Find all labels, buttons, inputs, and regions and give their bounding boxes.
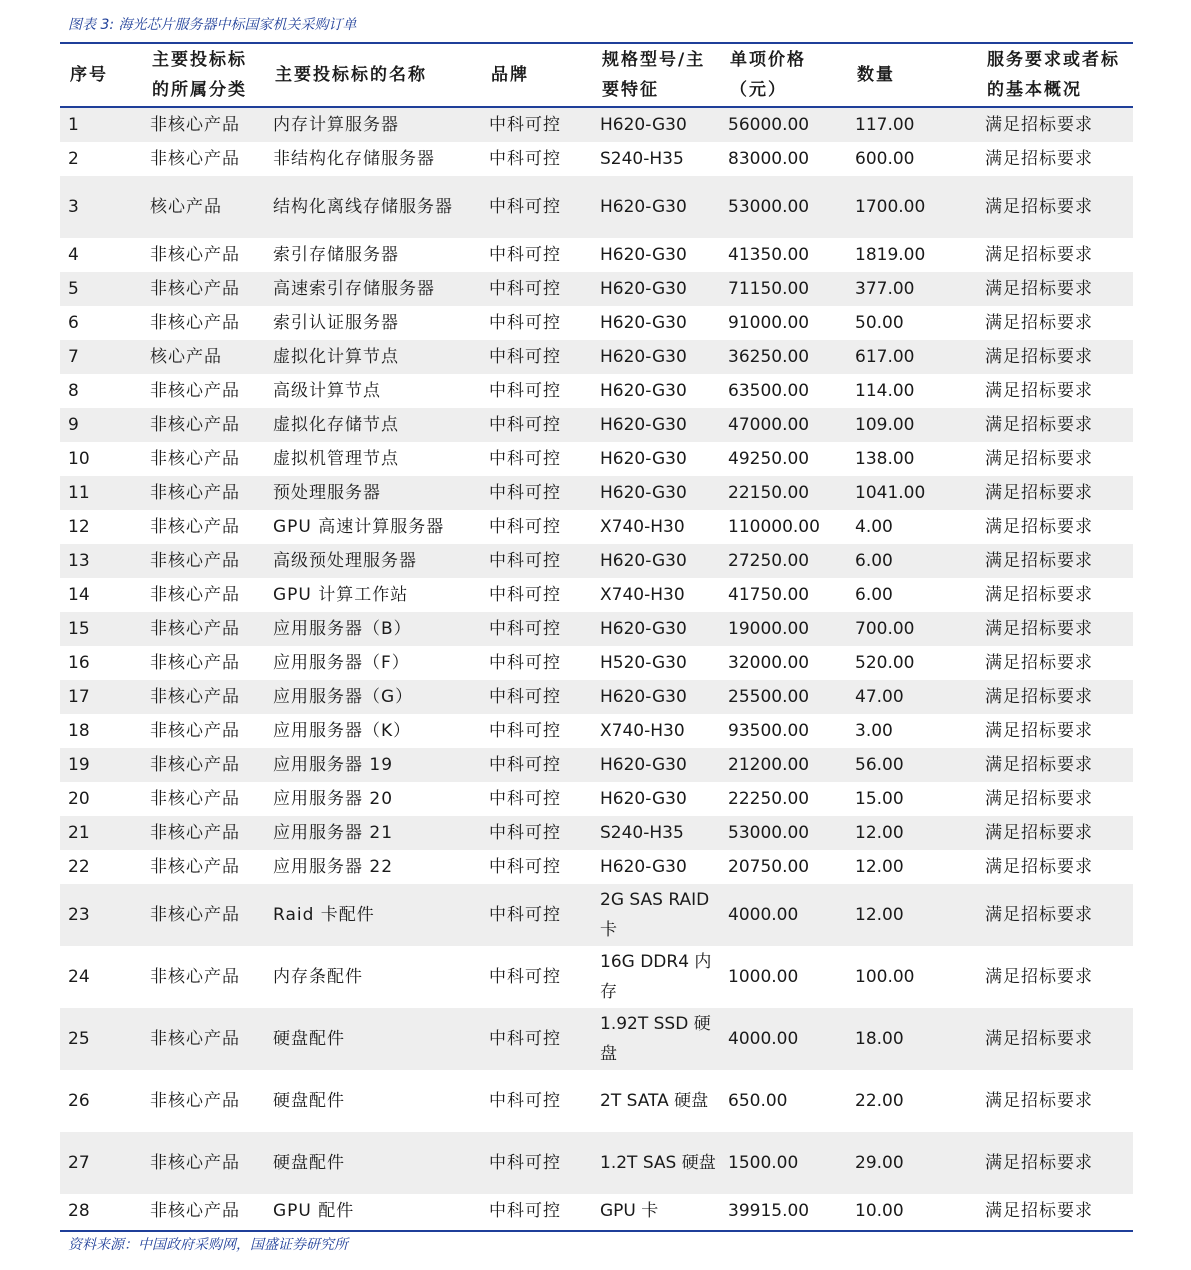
cell-category: 非核心产品: [142, 816, 265, 850]
cell-price: 1000.00: [728, 967, 799, 987]
cell-model: H620-G30: [592, 476, 720, 510]
cell-model: 1.92T SSD 硬盘: [592, 1008, 720, 1070]
table-row: [60, 714, 1133, 748]
cell-model: H620-G30: [592, 107, 720, 142]
cell-no: 12: [68, 517, 90, 537]
cell-name: 内存计算服务器: [265, 107, 481, 142]
cell-price: 19000.00: [720, 612, 847, 646]
cell-service: 满足招标要求: [985, 967, 1093, 987]
cell-service: 满足招标要求: [977, 748, 1133, 782]
cell-price: 32000.00: [728, 653, 810, 673]
table-row: [60, 850, 1133, 884]
cell-category: 非核心产品: [142, 272, 265, 306]
cell-qty: 114.00: [855, 381, 915, 401]
cell-qty: 3.00: [855, 721, 893, 741]
cell-model: H620-G30: [592, 612, 720, 646]
table-row: [60, 646, 1133, 680]
table-row: [60, 142, 1133, 176]
table-row: [60, 510, 1133, 544]
cell-name: 应用服务器（K）: [273, 721, 412, 741]
cell-category: 非核心产品: [150, 967, 240, 987]
cell-category: 非核心产品: [142, 408, 265, 442]
cell-model: H620-G30: [592, 408, 720, 442]
cell-name: 高级预处理服务器: [265, 544, 481, 578]
cell-model: H620-G30: [592, 272, 720, 306]
cell-price: 22150.00: [720, 476, 847, 510]
cell-service: 满足招标要求: [985, 857, 1093, 877]
cell-brand: 中科可控: [489, 967, 561, 987]
cell-brand: 中科可控: [481, 816, 592, 850]
cell-price: 39915.00: [728, 1201, 810, 1221]
cell-name: 应用服务器（F）: [273, 653, 410, 673]
cell-category: 非核心产品: [142, 544, 265, 578]
cell-name: 硬盘配件: [265, 1008, 481, 1070]
cell-name: GPU 计算工作站: [273, 585, 409, 605]
source-note: 资料来源：中国政府采购网，国盛证券研究所: [68, 1237, 348, 1253]
cell-brand: 中科可控: [489, 653, 561, 673]
cell-name: 硬盘配件: [265, 1132, 481, 1194]
cell-service: 满足招标要求: [985, 585, 1093, 605]
cell-brand: 中科可控: [481, 544, 592, 578]
cell-name: 应用服务器（B）: [265, 612, 481, 646]
cell-brand: 中科可控: [481, 612, 592, 646]
cell-category: 非核心产品: [150, 313, 240, 333]
cell-price: 41350.00: [728, 245, 810, 265]
cell-price: 20750.00: [728, 857, 810, 877]
table-row: [60, 340, 1133, 374]
table-body: [60, 107, 1133, 1228]
cell-no: 4: [68, 245, 79, 265]
cell-model: X740-H30: [600, 585, 685, 605]
cell-name: 高级计算节点: [273, 381, 381, 401]
cell-brand: 中科可控: [489, 789, 561, 809]
table-row: [60, 544, 1133, 578]
cell-category: 非核心产品: [150, 449, 240, 469]
cell-qty: 50.00: [855, 313, 904, 333]
figure-caption: 图表 3: 海光芯片服务器中标国家机关采购订单: [68, 17, 357, 33]
cell-category: 非核心产品: [150, 1201, 240, 1221]
cell-category: 非核心产品: [150, 721, 240, 741]
cell-qty: 600.00: [855, 149, 915, 169]
cell-service: 满足招标要求: [985, 149, 1093, 169]
cell-no: 17: [60, 680, 142, 714]
cell-model: 16G DDR4 内存: [600, 952, 712, 1002]
cell-brand: 中科可控: [481, 1132, 592, 1194]
cell-no: 18: [68, 721, 90, 741]
cell-no: 23: [60, 884, 142, 946]
cell-qty: 15.00: [855, 789, 904, 809]
cell-no: 6: [68, 313, 79, 333]
cell-no: 7: [60, 340, 142, 374]
cell-no: 25: [60, 1008, 142, 1070]
cell-category: 非核心产品: [142, 680, 265, 714]
cell-category: 非核心产品: [142, 748, 265, 782]
cell-name: 内存条配件: [273, 967, 363, 987]
cell-qty: 10.00: [855, 1201, 904, 1221]
cell-brand: 中科可控: [481, 176, 592, 238]
cell-model: 2G SAS RAID 卡: [592, 884, 720, 946]
cell-price: 4000.00: [720, 1008, 847, 1070]
table-row: [60, 238, 1133, 272]
cell-no: 26: [68, 1091, 90, 1111]
table-header-row: [60, 44, 1133, 107]
cell-service: 满足招标要求: [985, 245, 1093, 265]
cell-service: 满足招标要求: [977, 408, 1133, 442]
cell-price: 650.00: [728, 1091, 788, 1111]
cell-qty: 138.00: [855, 449, 915, 469]
cell-name: 预处理服务器: [265, 476, 481, 510]
procurement-table: [60, 44, 1133, 1228]
table-row: [60, 442, 1133, 476]
cell-service: 满足招标要求: [977, 1008, 1133, 1070]
cell-no: 5: [60, 272, 142, 306]
cell-price: 93500.00: [728, 721, 810, 741]
cell-price: 21200.00: [720, 748, 847, 782]
cell-name: 虚拟化计算节点: [265, 340, 481, 374]
cell-qty: 22.00: [855, 1091, 904, 1111]
cell-qty: 117.00: [847, 107, 977, 142]
cell-category: 非核心产品: [150, 149, 240, 169]
table-row: [60, 578, 1133, 612]
cell-brand: 中科可控: [489, 245, 561, 265]
cell-price: 22250.00: [728, 789, 810, 809]
cell-name: 应用服务器 19: [265, 748, 481, 782]
header-name: 主要投标标的名称: [265, 44, 481, 107]
cell-name: 应用服务器（G）: [265, 680, 481, 714]
cell-price: 4000.00: [720, 884, 847, 946]
cell-price: 47000.00: [720, 408, 847, 442]
table-row: [60, 680, 1133, 714]
cell-name: 虚拟机管理节点: [273, 449, 399, 469]
cell-qty: 1041.00: [847, 476, 977, 510]
cell-category: 非核心产品: [142, 884, 265, 946]
cell-category: 非核心产品: [150, 789, 240, 809]
table-row: [60, 176, 1133, 238]
cell-name: 索引认证服务器: [273, 313, 399, 333]
table-row: [60, 1194, 1133, 1228]
cell-no: 24: [68, 967, 90, 987]
cell-service: 满足招标要求: [977, 612, 1133, 646]
cell-no: 10: [68, 449, 90, 469]
cell-brand: 中科可控: [489, 149, 561, 169]
cell-category: 非核心产品: [142, 1132, 265, 1194]
cell-category: 非核心产品: [150, 517, 240, 537]
cell-brand: 中科可控: [481, 476, 592, 510]
cell-model: X740-H30: [600, 721, 685, 741]
cell-qty: 29.00: [847, 1132, 977, 1194]
cell-qty: 6.00: [847, 544, 977, 578]
cell-category: 非核心产品: [142, 476, 265, 510]
cell-model: H620-G30: [592, 176, 720, 238]
table-row: [60, 748, 1133, 782]
cell-service: 满足招标要求: [977, 816, 1133, 850]
cell-price: 1500.00: [720, 1132, 847, 1194]
cell-category: 非核心产品: [150, 857, 240, 877]
cell-service: 满足招标要求: [977, 544, 1133, 578]
cell-category: 非核心产品: [142, 107, 265, 142]
header-category: 主要投标标的所属分类: [142, 44, 265, 107]
cell-name: 高速索引存储服务器: [265, 272, 481, 306]
cell-price: 83000.00: [728, 149, 810, 169]
cell-name: GPU 配件: [273, 1201, 355, 1221]
cell-name: GPU 高速计算服务器: [273, 517, 445, 537]
cell-service: 满足招标要求: [985, 1201, 1093, 1221]
table-row: [60, 272, 1133, 306]
table-row: [60, 1132, 1133, 1194]
cell-no: 8: [68, 381, 79, 401]
cell-model: H620-G30: [600, 381, 687, 401]
cell-model: 2T SATA 硬盘: [600, 1091, 709, 1111]
cell-service: 满足招标要求: [985, 789, 1093, 809]
cell-name: 应用服务器 22: [273, 857, 394, 877]
cell-brand: 中科可控: [481, 680, 592, 714]
cell-model: H620-G30: [600, 789, 687, 809]
cell-qty: 12.00: [847, 884, 977, 946]
cell-brand: 中科可控: [481, 408, 592, 442]
cell-price: 110000.00: [728, 517, 820, 537]
cell-model: H620-G30: [592, 340, 720, 374]
header-qty: 数量: [847, 44, 977, 107]
cell-model: H620-G30: [600, 245, 687, 265]
cell-brand: 中科可控: [489, 381, 561, 401]
cell-model: 1.2T SAS 硬盘: [592, 1132, 720, 1194]
table-row: [60, 476, 1133, 510]
cell-service: 满足招标要求: [977, 176, 1133, 238]
cell-price: 49250.00: [728, 449, 810, 469]
header-no: 序号: [60, 44, 142, 107]
cell-service: 满足招标要求: [985, 1091, 1093, 1111]
cell-price: 71150.00: [720, 272, 847, 306]
cell-service: 满足招标要求: [977, 476, 1133, 510]
cell-brand: 中科可控: [481, 340, 592, 374]
cell-no: 14: [68, 585, 90, 605]
cell-category: 核心产品: [142, 176, 265, 238]
cell-category: 非核心产品: [142, 612, 265, 646]
cell-category: 非核心产品: [150, 381, 240, 401]
cell-name: Raid 卡配件: [265, 884, 481, 946]
cell-service: 满足招标要求: [985, 313, 1093, 333]
cell-price: 53000.00: [720, 176, 847, 238]
cell-model: S240-H35: [592, 816, 720, 850]
cell-price: 25500.00: [720, 680, 847, 714]
cell-model: H520-G30: [600, 653, 687, 673]
cell-brand: 中科可控: [481, 884, 592, 946]
cell-service: 满足招标要求: [985, 517, 1093, 537]
cell-price: 27250.00: [720, 544, 847, 578]
cell-model: S240-H35: [600, 149, 684, 169]
cell-category: 非核心产品: [150, 245, 240, 265]
cell-model: H620-G30: [592, 748, 720, 782]
cell-brand: 中科可控: [489, 517, 561, 537]
cell-no: 19: [60, 748, 142, 782]
cell-brand: 中科可控: [481, 1008, 592, 1070]
table-row: [60, 884, 1133, 946]
cell-service: 满足招标要求: [977, 1132, 1133, 1194]
cell-service: 满足招标要求: [985, 449, 1093, 469]
cell-model: H620-G30: [592, 544, 720, 578]
cell-service: 满足招标要求: [977, 884, 1133, 946]
cell-no: 20: [68, 789, 90, 809]
cell-model: H620-G30: [600, 449, 687, 469]
cell-brand: 中科可控: [481, 107, 592, 142]
cell-service: 满足招标要求: [985, 381, 1093, 401]
cell-qty: 377.00: [847, 272, 977, 306]
cell-price: 36250.00: [720, 340, 847, 374]
cell-no: 15: [60, 612, 142, 646]
cell-no: 21: [60, 816, 142, 850]
cell-qty: 100.00: [855, 967, 915, 987]
cell-name: 硬盘配件: [273, 1091, 345, 1111]
cell-service: 满足招标要求: [977, 680, 1133, 714]
cell-name: 应用服务器 20: [273, 789, 394, 809]
cell-brand: 中科可控: [489, 1091, 561, 1111]
table-row: [60, 107, 1133, 142]
cell-qty: 1700.00: [847, 176, 977, 238]
cell-price: 41750.00: [728, 585, 810, 605]
cell-brand: 中科可控: [489, 585, 561, 605]
cell-service: 满足招标要求: [985, 653, 1093, 673]
cell-no: 27: [60, 1132, 142, 1194]
cell-model: H620-G30: [600, 857, 687, 877]
cell-brand: 中科可控: [489, 313, 561, 333]
cell-qty: 700.00: [847, 612, 977, 646]
header-brand: 品牌: [481, 44, 592, 107]
cell-no: 11: [60, 476, 142, 510]
cell-name: 虚拟化存储节点: [265, 408, 481, 442]
table-row: [60, 946, 1133, 1008]
table-row: [60, 612, 1133, 646]
cell-qty: 109.00: [847, 408, 977, 442]
cell-model: GPU 卡: [600, 1201, 659, 1221]
cell-qty: 4.00: [855, 517, 893, 537]
bottom-rule: [60, 1230, 1133, 1232]
header-service: 服务要求或者标的基本概况: [977, 44, 1133, 107]
cell-price: 63500.00: [728, 381, 810, 401]
cell-category: 非核心产品: [150, 653, 240, 673]
cell-brand: 中科可控: [489, 721, 561, 741]
cell-qty: 18.00: [847, 1008, 977, 1070]
cell-qty: 12.00: [855, 857, 904, 877]
table-row: [60, 782, 1133, 816]
cell-model: X740-H30: [600, 517, 685, 537]
cell-category: 非核心产品: [150, 585, 240, 605]
table-row: [60, 408, 1133, 442]
cell-category: 非核心产品: [150, 1091, 240, 1111]
cell-brand: 中科可控: [489, 449, 561, 469]
cell-name: 结构化离线存储服务器: [265, 176, 481, 238]
table-row: [60, 306, 1133, 340]
cell-service: 满足招标要求: [985, 721, 1093, 741]
cell-brand: 中科可控: [481, 748, 592, 782]
cell-price: 91000.00: [728, 313, 810, 333]
cell-price: 56000.00: [720, 107, 847, 142]
cell-no: 13: [60, 544, 142, 578]
cell-model: H620-G30: [600, 313, 687, 333]
cell-qty: 12.00: [847, 816, 977, 850]
cell-brand: 中科可控: [489, 1201, 561, 1221]
cell-category: 非核心产品: [142, 1008, 265, 1070]
cell-service: 满足招标要求: [977, 107, 1133, 142]
cell-qty: 56.00: [847, 748, 977, 782]
header-price: 单项价格（元）: [720, 44, 847, 107]
cell-no: 2: [68, 149, 79, 169]
cell-qty: 47.00: [847, 680, 977, 714]
cell-model: H620-G30: [592, 680, 720, 714]
cell-price: 53000.00: [720, 816, 847, 850]
cell-service: 满足招标要求: [977, 340, 1133, 374]
cell-name: 应用服务器 21: [265, 816, 481, 850]
cell-qty: 6.00: [855, 585, 893, 605]
cell-brand: 中科可控: [481, 272, 592, 306]
table-row: [60, 1008, 1133, 1070]
table-row: [60, 374, 1133, 408]
cell-qty: 1819.00: [855, 245, 926, 265]
cell-no: 16: [68, 653, 90, 673]
cell-no: 3: [60, 176, 142, 238]
cell-no: 22: [68, 857, 90, 877]
cell-service: 满足招标要求: [977, 272, 1133, 306]
cell-no: 1: [60, 107, 142, 142]
cell-qty: 617.00: [847, 340, 977, 374]
header-model: 规格型号/主要特征: [592, 44, 720, 107]
cell-no: 9: [60, 408, 142, 442]
table-row: [60, 816, 1133, 850]
table-row: [60, 1070, 1133, 1132]
cell-no: 28: [68, 1201, 90, 1221]
cell-qty: 520.00: [855, 653, 915, 673]
cell-name: 索引存储服务器: [273, 245, 399, 265]
cell-category: 核心产品: [142, 340, 265, 374]
cell-name: 非结构化存储服务器: [273, 149, 435, 169]
cell-brand: 中科可控: [489, 857, 561, 877]
